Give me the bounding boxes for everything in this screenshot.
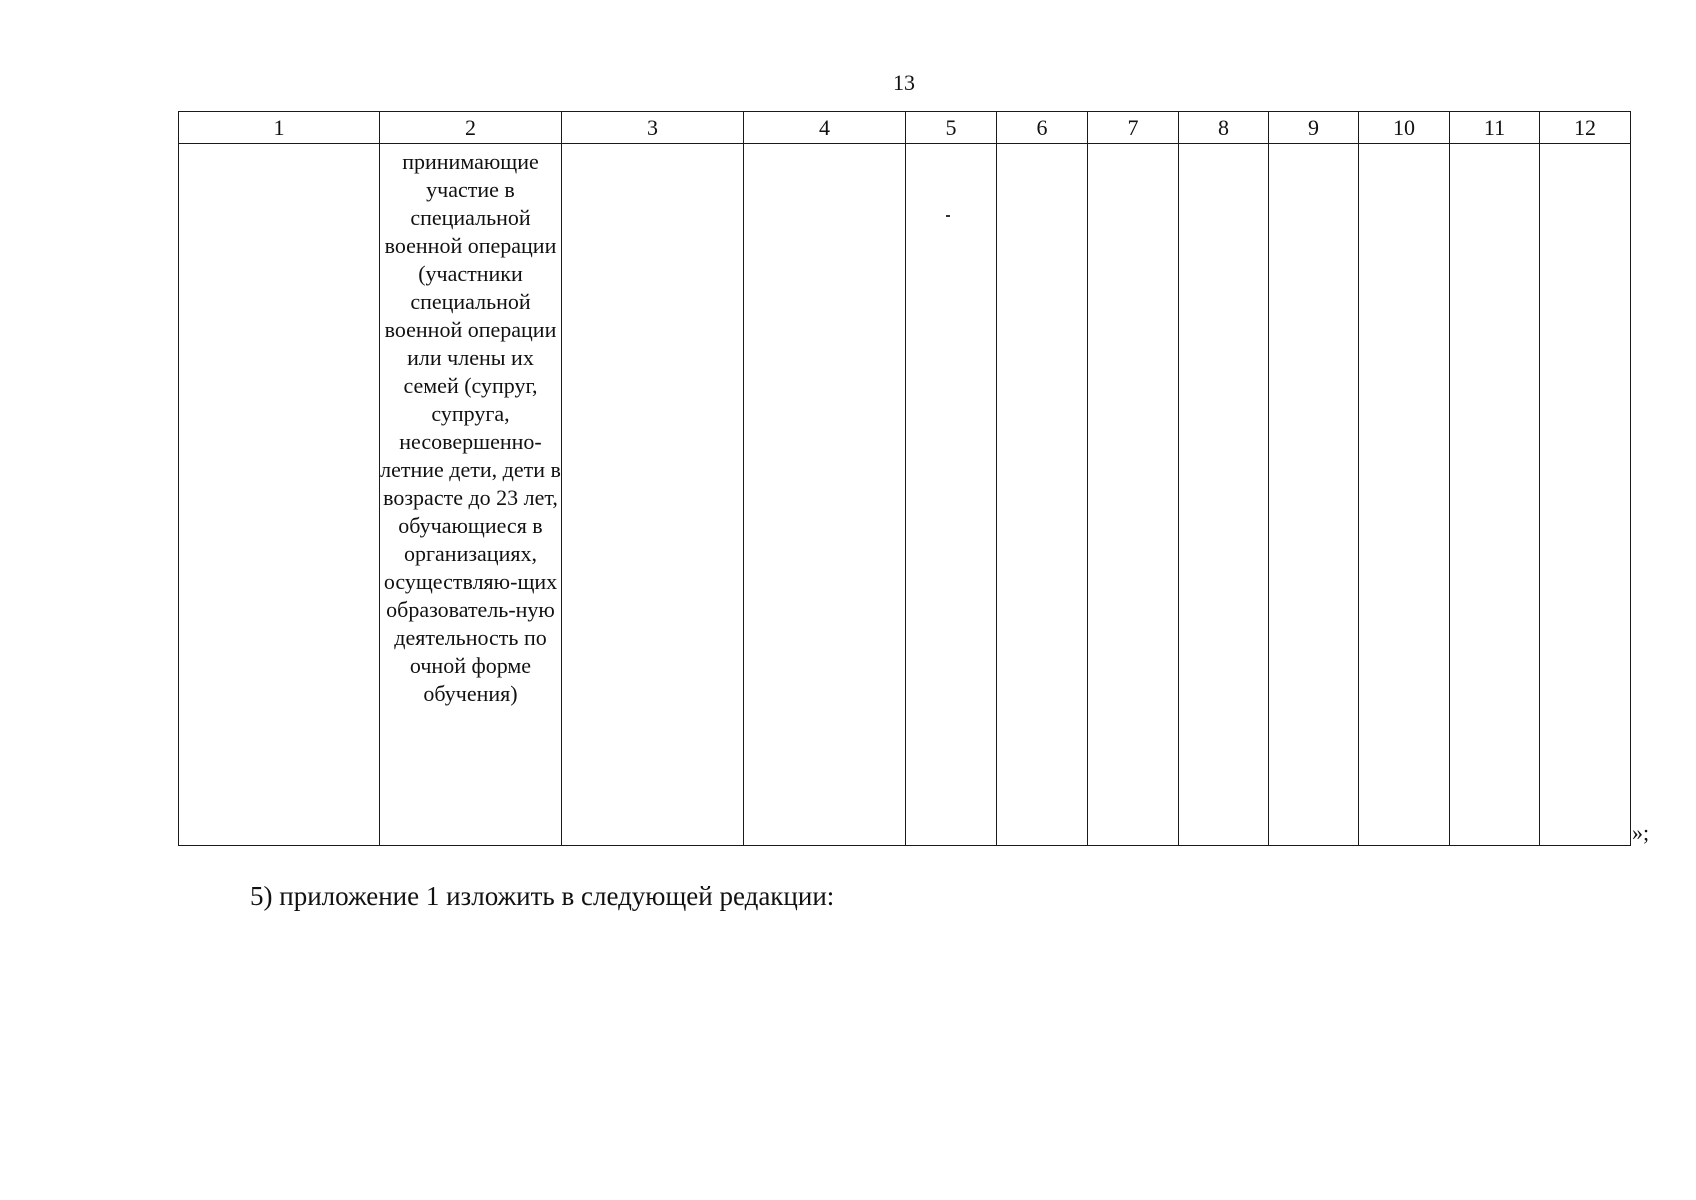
column-header: 5 — [906, 112, 997, 144]
document-table — [178, 111, 1631, 846]
table-cell — [179, 144, 380, 846]
column-header: 9 — [1269, 112, 1359, 144]
table-cell — [562, 144, 744, 846]
column-header: 2 — [380, 112, 562, 144]
table-cell-description — [380, 144, 562, 846]
column-header: 8 — [1179, 112, 1269, 144]
table-cell — [1540, 144, 1631, 846]
header-row — [179, 112, 1631, 144]
column-header: 10 — [1359, 112, 1450, 144]
table-cell — [1179, 144, 1269, 846]
column-header: 1 — [179, 112, 380, 144]
column-header: 7 — [1088, 112, 1179, 144]
closing-quote: »; — [1632, 820, 1650, 845]
table-cell — [1088, 144, 1179, 846]
column-header: 12 — [1540, 112, 1631, 144]
column-header: 11 — [1450, 112, 1540, 144]
page-number: 13 — [893, 70, 915, 95]
table-cell — [1359, 144, 1450, 846]
table-cell — [1450, 144, 1540, 846]
cell-text: принимающие участие в специальной военной операции (участники специальной военной операции или члены их семей (супруг, супруга, несовершенно-летние дети, дети в возрасте до 23 лет, обучающиеся в организациях, осуществляю-щих образователь-ную деятельность по очной форме обучения) — [380, 149, 561, 706]
table-cell — [744, 144, 906, 846]
instruction-text: 5) приложение 1 изложить в следующей редакции: — [250, 881, 835, 911]
document-table-container — [178, 111, 1630, 846]
table-cell — [997, 144, 1088, 846]
column-header: 6 — [997, 112, 1088, 144]
table-cell — [906, 144, 997, 846]
column-header: 4 — [744, 112, 906, 144]
table-row — [179, 144, 1631, 846]
column-header: 3 — [562, 112, 744, 144]
table-cell — [1269, 144, 1359, 846]
scan-mark — [946, 215, 950, 217]
